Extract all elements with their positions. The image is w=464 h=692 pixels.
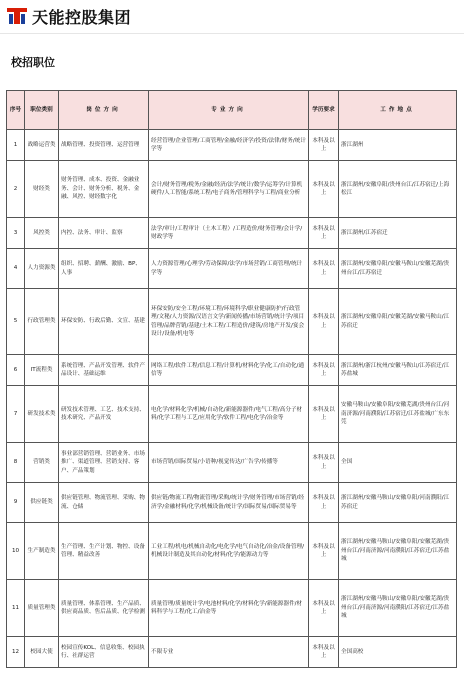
header-divider (0, 33, 464, 34)
cell-degree: 本科及以上 (309, 218, 339, 249)
brand-logo-icon (6, 5, 28, 27)
cell-category: IT流程类 (25, 355, 59, 386)
cell-location: 浙江湖州/安徽阜阳/安徽马鞍山/安徽芜湖/贵州台江/江苏宿迁 (339, 249, 457, 289)
table-row (7, 483, 457, 523)
cell-degree: 本科及以上 (309, 289, 339, 355)
cell-no: 6 (7, 355, 25, 386)
cell-location: 浙江湖州 (339, 130, 457, 161)
cell-major: 电化学/材料化学/机械/自动化/新能源器件/电气工程/高分子材料/化学工程与工艺/应用化学/软件工程/电化学/冶金等 (149, 386, 309, 443)
cell-direction: 内控、法务、审计、监察 (59, 218, 149, 249)
cell-no: 1 (7, 130, 25, 161)
cell-direction: 供应链管理、物流管理、采购、物流、仓储 (59, 483, 149, 523)
header-major: 专业方向 (149, 91, 309, 130)
cell-location: 浙江湖州/安徽马鞍山/安徽阜阳/河南濮阳/江苏宿迁 (339, 483, 457, 523)
cell-category: 校园大使 (25, 637, 59, 668)
cell-direction: 校园宣传KOL、信息收集、校园执行、社群运营 (59, 637, 149, 668)
cell-category: 研发技术类 (25, 386, 59, 443)
table-row (7, 637, 457, 668)
cell-direction: 系统管理、产品开发管理、软件产品设计、基础运维 (59, 355, 149, 386)
cell-category: 行政管理类 (25, 289, 59, 355)
table-header-row (7, 91, 457, 130)
cell-direction: 生产管理、生产计划、物控、设备管理、精益改善 (59, 523, 149, 580)
cell-direction: 组织、招聘、薪酬、激励、BP、人事 (59, 249, 149, 289)
cell-major: 供应链/物流工程/物流管理/采购/统计学/财务管理/市场营销/经济学/金融材料/化学/机械设备/统计学/国际贸易/国际贸易等 (149, 483, 309, 523)
cell-direction: 研发技术管理、工艺、技术支持、技术研究、产品开发 (59, 386, 149, 443)
page-header (0, 0, 464, 32)
cell-location: 安徽马鞍山/安徽阜阳/安徽芜湖/贵州台江/河南济源/河南濮阳/江苏宿迁/江苏盐城/广东东莞 (339, 386, 457, 443)
header-degree: 学历要求 (309, 91, 339, 130)
table-row (7, 161, 457, 218)
cell-major: 质量管理/质量统计学/电池材料/化学/材料化学/新能源器件/材料科学与工程/化工/冶金等 (149, 580, 309, 637)
cell-direction: 环保安防、行政后勤、文宣、基建 (59, 289, 149, 355)
cell-category: 生产制造类 (25, 523, 59, 580)
cell-category: 人力资源类 (25, 249, 59, 289)
page-title: 校招职位 (11, 56, 55, 69)
header-location: 工作地点 (339, 91, 457, 130)
cell-location: 浙江湖州/江苏宿迁 (339, 218, 457, 249)
cell-category: 供应链类 (25, 483, 59, 523)
cell-category: 战略运营类 (25, 130, 59, 161)
cell-location: 浙江湖州/安徽阜阳/安徽芜湖/安徽马鞍山/江苏宿迁 (339, 289, 457, 355)
cell-degree: 本科及以上 (309, 580, 339, 637)
cell-major: 环保安防/安全工程/环境工程/环境科学/职业健康防护/行政管理/文秘/人力资源/汉语言文学/新闻传播/市场营销/统计学/项目管理/品牌营销/基建/土木工程/工程造价/建筑/房地产开发/宴会设计/设备/机电等 (149, 289, 309, 355)
cell-location: 浙江湖州/安徽马鞍山/安徽阜阳/安徽芜湖/贵州台江/河南济源/河南濮阳/江苏宿迁/江苏盐城 (339, 523, 457, 580)
cell-direction: 战略管理、投资管理、运营管理 (59, 130, 149, 161)
cell-category: 财经类 (25, 161, 59, 218)
cell-no: 9 (7, 483, 25, 523)
cell-direction: 质量管理、体系管理、生产品质、供应商品质、售后品质、化学检测 (59, 580, 149, 637)
header-no: 序号 (7, 91, 25, 130)
table-row (7, 218, 457, 249)
cell-location: 全国高校 (339, 637, 457, 668)
table-row (7, 289, 457, 355)
cell-major: 不限专业 (149, 637, 309, 668)
cell-degree: 本科及以上 (309, 249, 339, 289)
brand-name: 天能控股集团 (32, 7, 132, 27)
header-direction: 岗位方向 (59, 91, 149, 130)
cell-major: 会计/财务管理/税务/金融/经济/法学/统计/数学/运筹学/计算机硬件/人工智能/系统工程/电子商务/管理科学与工程/商业分析 (149, 161, 309, 218)
cell-location: 浙江湖州/浙江杭州/安徽马鞍山/江苏宿迁/江苏盐城 (339, 355, 457, 386)
cell-degree: 本科及以上 (309, 483, 339, 523)
job-table (6, 90, 457, 668)
cell-no: 11 (7, 580, 25, 637)
cell-degree: 本科及以上 (309, 161, 339, 218)
cell-category: 质量管理类 (25, 580, 59, 637)
table-row (7, 249, 457, 289)
cell-direction: 财务管理、成本、投资、金融业务、会计、财务分析、税务、金融、风控、财经数字化 (59, 161, 149, 218)
cell-major: 经营管理/企业管理/工商管理/金融/经济学/投资/法律/财务/统计学等 (149, 130, 309, 161)
table-row (7, 355, 457, 386)
table-row (7, 523, 457, 580)
cell-location: 浙江湖州/安徽马鞍山/安徽阜阳/安徽芜湖/贵州台江/河南济源/河南濮阳/江苏宿迁/江苏盐城 (339, 580, 457, 637)
header-category: 职位类别 (25, 91, 59, 130)
cell-location: 全国 (339, 443, 457, 483)
cell-direction: 事业部营销管理、营销业务、市场推广、渠道管理、营销支持、客户、产品策划 (59, 443, 149, 483)
cell-degree: 本科及以上 (309, 443, 339, 483)
cell-major: 市场营销/国际贸易/小语种/视觉传达/广告学/传播等 (149, 443, 309, 483)
table-row (7, 130, 457, 161)
table-row (7, 580, 457, 637)
cell-no: 2 (7, 161, 25, 218)
cell-category: 营销类 (25, 443, 59, 483)
cell-no: 7 (7, 386, 25, 443)
cell-degree: 本科及以上 (309, 523, 339, 580)
cell-major: 网络工程/软件工程/信息工程/计算机/材料化学/化工/自动化/通信等 (149, 355, 309, 386)
cell-no: 5 (7, 289, 25, 355)
cell-category: 风控类 (25, 218, 59, 249)
cell-major: 人力资源管理/心理学/劳动保障/法学/市场营销/工商管理/统计学等 (149, 249, 309, 289)
cell-degree: 本科及以上 (309, 637, 339, 668)
cell-no: 12 (7, 637, 25, 668)
cell-no: 3 (7, 218, 25, 249)
cell-major: 工业工程/机电/机械自动化/电化学/电气自动化/冶金/设备管理/机械设计制造及其自动化/材料/化学/能源动力等 (149, 523, 309, 580)
table-row (7, 386, 457, 443)
cell-location: 浙江湖州/安徽阜阳/贵州台江/江苏宿迁/上海松江 (339, 161, 457, 218)
brand-logo[interactable] (6, 5, 131, 27)
table-row (7, 443, 457, 483)
cell-degree: 本科及以上 (309, 130, 339, 161)
cell-no: 8 (7, 443, 25, 483)
cell-degree: 本科及以上 (309, 386, 339, 443)
cell-degree: 本科及以上 (309, 355, 339, 386)
cell-no: 4 (7, 249, 25, 289)
cell-no: 10 (7, 523, 25, 580)
cell-major: 法学/审计/工程审计（土木工程）/工程造价/财务管理/会计学/财政学等 (149, 218, 309, 249)
